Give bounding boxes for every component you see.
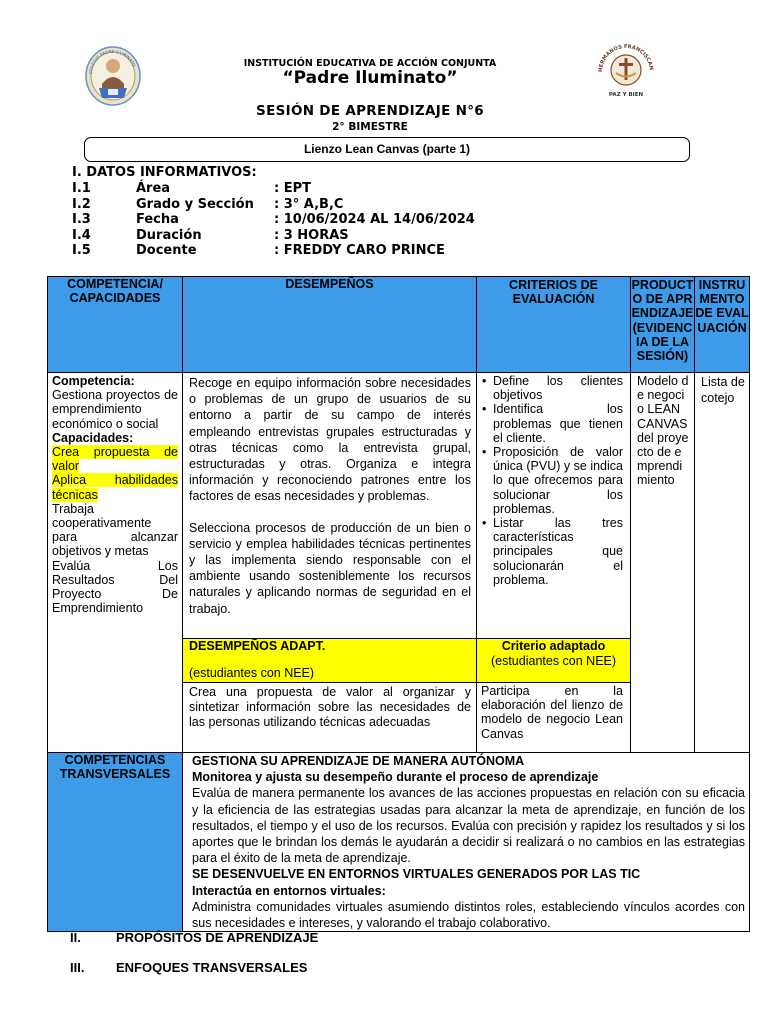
criterio-item: • Define los clientes objetivos xyxy=(481,374,623,402)
capacidades-label: Capacidades: xyxy=(52,430,134,445)
logo-right-text: HERMANOS FRANCISCAN xyxy=(597,43,654,73)
school-name: “Padre Iluminato” xyxy=(282,68,458,88)
header-desempenos: DESEMPEÑOS xyxy=(183,277,477,373)
desempenos-adapt-header: DESEMPEÑOS ADAPT. (estudiantes con NEE) xyxy=(183,639,477,683)
instrumento-text: Lista de cotejo xyxy=(701,375,745,405)
logo-left-text: COLEGIO PADRE ILUMINATO xyxy=(87,48,137,75)
criterio-item: • Listar las tres características principales que solucionarán el problema. xyxy=(481,516,623,587)
competencia-text: Gestiona proyectos de emprendimiento económico o social xyxy=(52,388,178,431)
transversal-comp2-title: SE DESENVUELVE EN ENTORNOS VIRTUALES GENERADOS POR LAS TIC xyxy=(192,867,641,882)
transversal-comp1-cap: Monitorea y ajusta su desempeño durante el proceso de aprendizaje xyxy=(192,770,599,785)
header-competencia: COMPETENCIA/ CAPACIDADES xyxy=(48,277,183,373)
header-criterios: CRITERIOS DE EVALUACIÓN xyxy=(477,277,631,373)
producto-cell xyxy=(631,373,695,753)
desempeno-2: Selecciona procesos de producción de un bien o servicio y emplea habilidades técnicas pertinentes y las implementa siendo responsable con el ambiente usando sosteniblemente los recursos naturales y aplicando normas de seguridad en el trabajo. xyxy=(189,520,471,616)
criterio-adapt-header: Criterio adaptado (estudiantes con NEE) xyxy=(477,639,631,683)
logo-right-motto: PAZ Y BIEN xyxy=(608,92,644,98)
competencia-label: Competencia: xyxy=(52,374,135,388)
desempenos-cell xyxy=(183,373,477,639)
header-producto: PRODUCTO DE APRENDIZAJE (EVIDENCIA DE LA SESIÓN) xyxy=(631,277,695,373)
competencia-cell xyxy=(48,373,183,753)
school-logo-left xyxy=(84,44,142,106)
transversal-comp2-text: Administra comunidades virtuales asumiendo distintos roles, estableciendo vínculos acordes con sus necesidades e intereses, y valorando el trabajo colaborativo. xyxy=(192,899,745,931)
criterios-list xyxy=(481,374,623,587)
transversal-comp1-title: GESTIONA SU APRENDIZAJE DE MANERA AUTÓNOMA xyxy=(192,754,525,768)
table-header-row xyxy=(48,277,750,373)
table-row-transversales xyxy=(48,753,750,932)
criterio-item: • Proposición de valor única (PVU) y se indica lo que ofrecemos para solucionar los problemas. xyxy=(481,445,623,516)
criterio-adapt-cell: Participa en la elaboración del lienzo de modelo de negocio Lean Canvas xyxy=(477,683,631,753)
capacidad-item: Aplica habilidades técnicas xyxy=(52,473,178,502)
transversales-cell xyxy=(183,753,750,932)
criterios-cell xyxy=(477,373,631,639)
producto-text: Modelo de negocio LEAN CANVAS del proyecto de emprendimiento xyxy=(637,374,689,488)
transversal-comp1-text: Evalúa de manera permanente los avances de las acciones propuestas en relación con su eficacia y la eficiencia de las estrategias usadas para alcanzar la meta de aprendizaje, en función de los resultados, el tiempo y el uso de los recursos. Evalúa con precisión y rapidez los resultados y si los aportes que le brindan los demás le ayudarán a decidir si realizará o no cambios en las estrategias para el éxito de la meta de aprendizaje. xyxy=(192,786,745,866)
instrumento-cell xyxy=(695,373,750,753)
session-title: SESIÓN DE APRENDIZAJE N°6 xyxy=(256,103,484,119)
institution-name: INSTITUCIÓN EDUCATIVA DE ACCIÓN CONJUNTA xyxy=(243,58,497,69)
table-row-main xyxy=(48,373,750,639)
header-instrumento: INSTRUMENTO DE EVALUACIÓN xyxy=(695,277,750,373)
topic-box: Lienzo Lean Canvas (parte 1) xyxy=(84,137,690,162)
capacidad-item: Evalúa Los Resultados Del Proyecto De Emprendimiento xyxy=(52,558,178,616)
datos-title: I. DATOS INFORMATIVOS: xyxy=(72,165,257,180)
competencias-transversales-label: COMPETENCIAS TRANSVERSALES xyxy=(48,753,183,932)
desempeno-1: Recoge en equipo información sobre necesidades o problemas de un grupo de usuarios de su entorno a partir de su campo de interés empleando entrevistas grupales estructuradas y otras técnicas como la entrevista grupal, estructuradas y otras. Organiza e integra información y reconociendo patrones entre los factores de esas necesidades y problemas. xyxy=(189,376,471,504)
transversal-comp2-cap: Interactúa en entornos virtuales: xyxy=(192,883,386,898)
criterio-item: • Identifica los problemas que tienen el cliente. xyxy=(481,402,623,445)
desempeno-adapt-cell: Crea una propuesta de valor al organizar y sintetizar información sobre las necesidades de las personas utilizando técnicas adecuadas xyxy=(183,683,477,753)
franciscan-logo-right xyxy=(594,40,658,102)
capacidad-item: Trabaja cooperativamente para alcanzar objetivos y metas xyxy=(52,501,178,559)
session-table xyxy=(47,276,750,932)
bimester: 2° BIMESTRE xyxy=(332,121,408,133)
capacidad-item: Crea propuesta de valor xyxy=(52,445,178,474)
